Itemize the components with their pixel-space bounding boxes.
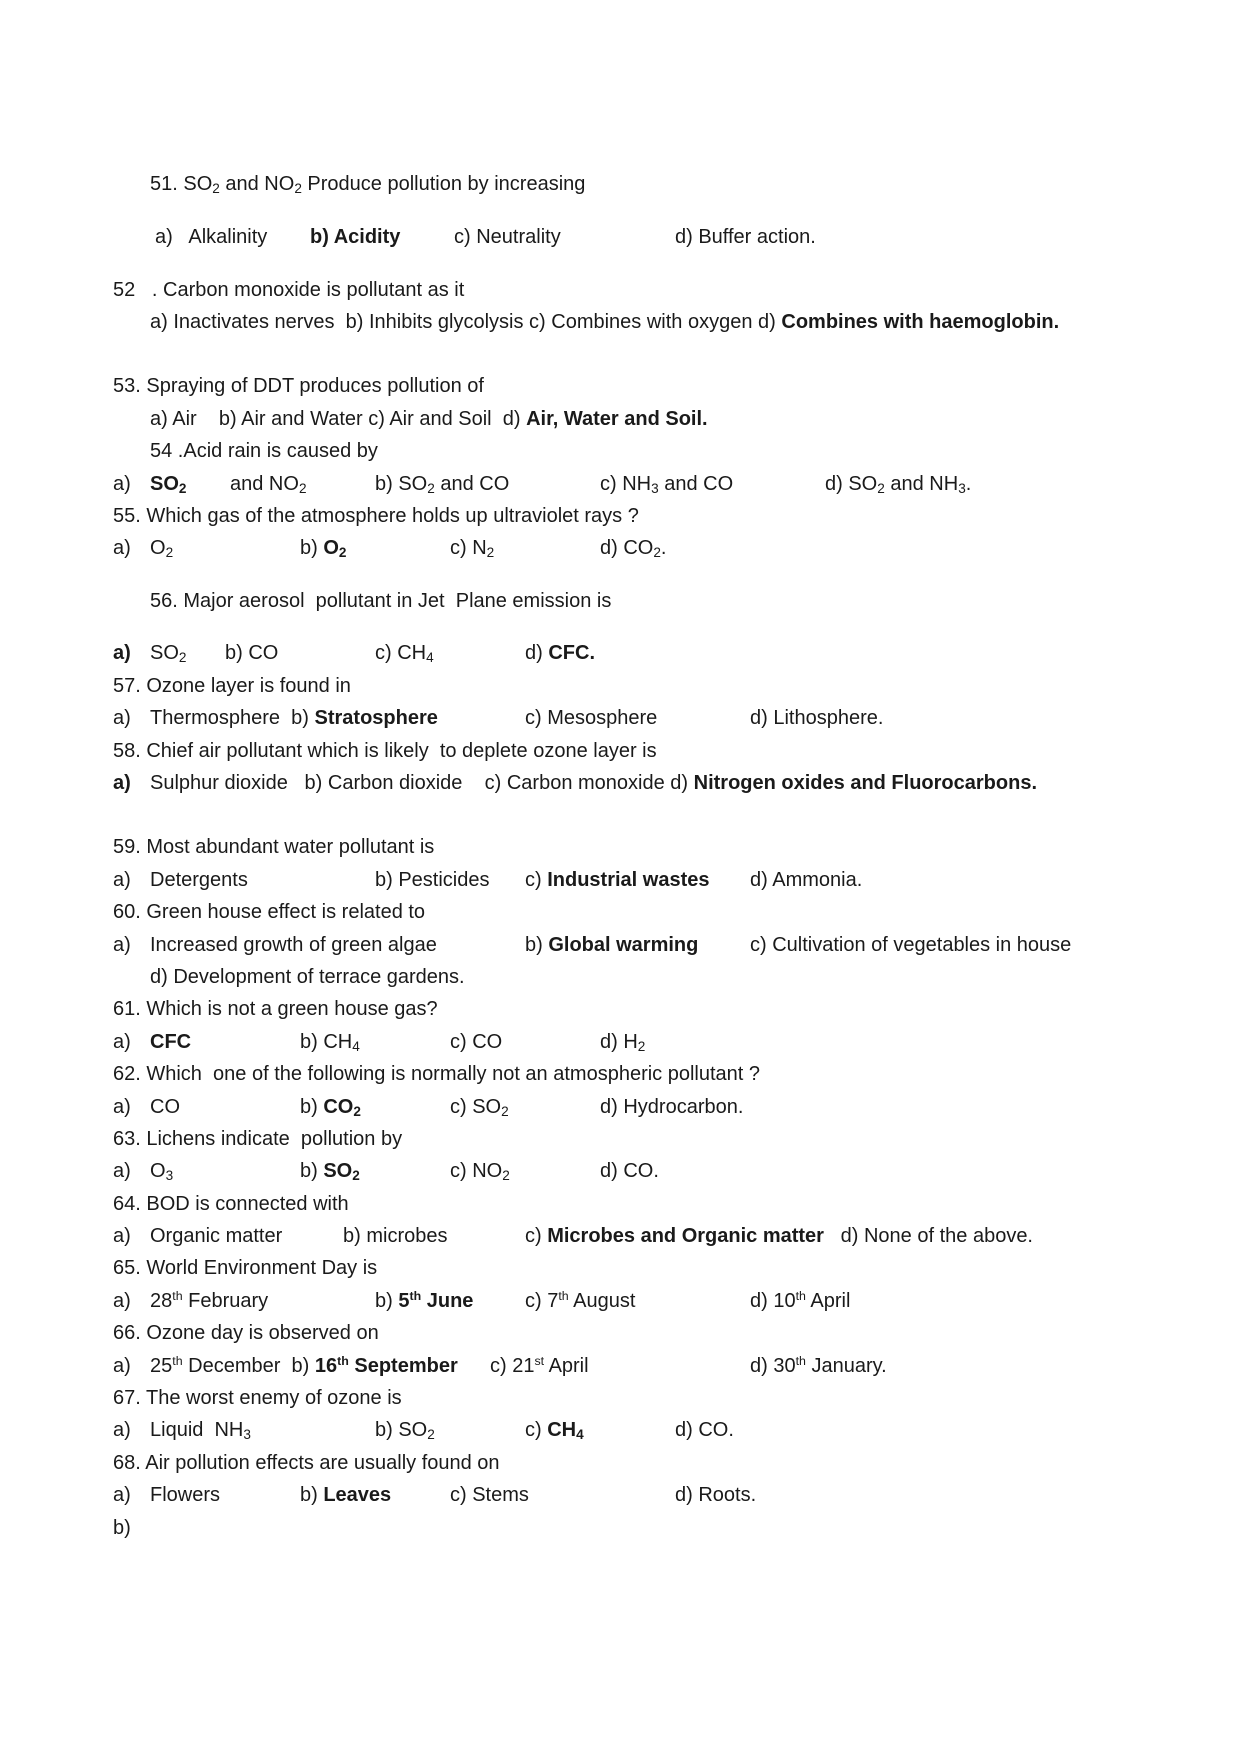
text-line: b) 5th June xyxy=(375,1289,474,1312)
text-line: a) xyxy=(113,1225,131,1247)
text-line: $O_3$ xyxy=(150,1160,174,1183)
text-line: d) CO. xyxy=(600,1160,659,1182)
text-line: a) xyxy=(113,1484,131,1506)
text-line: c) Cultivation of vegetables in house xyxy=(750,934,1072,956)
text-line: c) Neutrality xyxy=(454,226,561,248)
text-line: d) CFC. xyxy=(525,642,596,664)
text-line: CO xyxy=(150,1096,180,1118)
text-line: a) xyxy=(113,772,131,794)
text-line: Thermosphere b) Stratosphere xyxy=(150,707,438,729)
text-line: a) xyxy=(113,1355,131,1377)
text-line: Detergents xyxy=(150,869,248,891)
text-line: $O_2$ xyxy=(150,537,174,560)
text-line: d) $H_2$ xyxy=(600,1031,646,1054)
text-line: 64. BOD is connected with xyxy=(113,1193,349,1215)
text-line: a) xyxy=(113,707,131,729)
text-line: $SO_2$ xyxy=(150,473,187,496)
text-line: a) xyxy=(113,869,131,891)
text-line: 62. Which one of the following is normally not an atmospheric pollutant ? xyxy=(113,1063,761,1085)
text-line: Sulphur dioxide b) Carbon dioxide c) Carbon monoxide d) Nitrogen oxides and Fluorocarbons. xyxy=(150,772,1037,794)
text-line: c) Stems xyxy=(450,1484,529,1506)
text-line: d) Hydrocarbon. xyxy=(600,1096,744,1118)
text-line: b) CO xyxy=(225,642,279,664)
text-line: Flowers xyxy=(150,1484,221,1506)
text-line: c) $N_2$ xyxy=(450,537,495,560)
text-line: c) $SO_2$ xyxy=(450,1096,509,1119)
text-line: 60. Green house effect is related to xyxy=(113,901,426,923)
text-line: 67. The worst enemy of ozone is xyxy=(113,1387,402,1409)
text-line: b) $O_2$ xyxy=(300,537,347,560)
text-line: c) $CH_4$ xyxy=(525,1419,584,1442)
text-line: c) Microbes and Organic matter d) None of the above. xyxy=(525,1225,1033,1247)
text-line: 53. Spraying of DDT produces pollution of xyxy=(113,375,484,397)
text-line: c) $NO_2$ xyxy=(450,1160,510,1183)
text-line: 65. World Environment Day is xyxy=(113,1257,378,1279)
text-line: b) $SO_2$ xyxy=(375,1419,435,1442)
text-line: a) xyxy=(113,473,131,495)
text-line: d) Development of terrace gardens. xyxy=(150,966,465,988)
text-line: d) CO. xyxy=(675,1419,734,1441)
text-line: 25th December b) 16th September xyxy=(150,1354,458,1377)
text-line: c) CO xyxy=(450,1031,503,1053)
text-line: c) Industrial wastes xyxy=(525,869,710,891)
text-line: b) $SO_2$ xyxy=(300,1160,360,1183)
text-line: d) $CO_2$. xyxy=(600,537,667,560)
text-line: a) xyxy=(113,1290,131,1312)
text-line: a) xyxy=(113,537,131,559)
text-line: a) xyxy=(113,1096,131,1118)
text-line: d) 10th April xyxy=(750,1289,851,1312)
text-line: d) 30th January. xyxy=(750,1354,887,1377)
text-line: b) microbes xyxy=(343,1225,448,1247)
text-line: c) 7th August xyxy=(525,1289,636,1312)
text-line: c) $NH_3$ and CO xyxy=(600,473,734,496)
text-line: a) xyxy=(113,1031,131,1053)
text-line: c) Mesosphere xyxy=(525,707,658,729)
text-line: 58. Chief air pollutant which is likely to deplete ozone layer is xyxy=(113,740,657,762)
text-line: b) Global warming xyxy=(525,934,699,956)
text-line: a) xyxy=(113,934,131,956)
text-line: b) Acidity xyxy=(310,226,401,248)
text-line: a) Alkalinity xyxy=(155,226,268,248)
text-line: b) $CO_2$ xyxy=(300,1096,361,1119)
text-line: a) Air b) Air and Water c) Air and Soil d) Air, Water and Soil. xyxy=(150,408,708,430)
text-line: and $NO_2$ xyxy=(230,473,307,496)
text-line: d) Lithosphere. xyxy=(750,707,884,729)
text-line: b) Pesticides xyxy=(375,869,490,891)
text-line: d) Ammonia. xyxy=(750,869,863,891)
text-line: 57. Ozone layer is found in xyxy=(113,675,351,697)
text-line: 59. Most abundant water pollutant is xyxy=(113,836,435,858)
text-line: 66. Ozone day is observed on xyxy=(113,1322,379,1344)
text-line: 51. $SO_2$ and $NO_2$ Produce pollution by increasing xyxy=(150,173,586,196)
text-line: d) $SO_2$ and $NH_3$. xyxy=(825,473,972,496)
text-line: Organic matter xyxy=(150,1225,283,1247)
text-line: 61. Which is not a green house gas? xyxy=(113,998,438,1020)
text-line: b) Leaves xyxy=(300,1484,392,1506)
text-line: 54 .Acid rain is caused by xyxy=(150,440,378,462)
text-line: 28th February xyxy=(150,1289,269,1312)
text-line: 55. Which gas of the atmosphere holds up ultraviolet rays ? xyxy=(113,505,639,527)
text-line: 52 . Carbon monoxide is pollutant as it xyxy=(113,279,465,301)
text-line: $SO_2$ xyxy=(150,642,187,665)
text-line: Increased growth of green algae xyxy=(150,934,437,956)
text-line: b) $CH_4$ xyxy=(300,1031,360,1054)
text-line: 56. Major aerosol pollutant in Jet Plane emission is xyxy=(150,590,612,612)
text-line: d) Roots. xyxy=(675,1484,757,1506)
text-line: c) $CH_4$ xyxy=(375,642,434,665)
text-line: d) Buffer action. xyxy=(675,226,816,248)
text-line: a) xyxy=(113,642,131,664)
text-line: 63. Lichens indicate pollution by xyxy=(113,1128,403,1150)
text-line: b) $SO_2$ and CO xyxy=(375,473,510,496)
text-line: a) xyxy=(113,1160,131,1182)
text-line: CFC xyxy=(150,1031,192,1053)
text-line: b) xyxy=(113,1517,131,1539)
text-line: 68. Air pollution effects are usually found on xyxy=(113,1452,500,1474)
text-line: Liquid $NH_3$ xyxy=(150,1419,251,1442)
text-line: c) 21st April xyxy=(490,1354,589,1377)
text-line: a) Inactivates nerves b) Inhibits glycolysis c) Combines with oxygen d) Combines with haemoglobin. xyxy=(150,311,1060,333)
text-line: a) xyxy=(113,1419,131,1441)
